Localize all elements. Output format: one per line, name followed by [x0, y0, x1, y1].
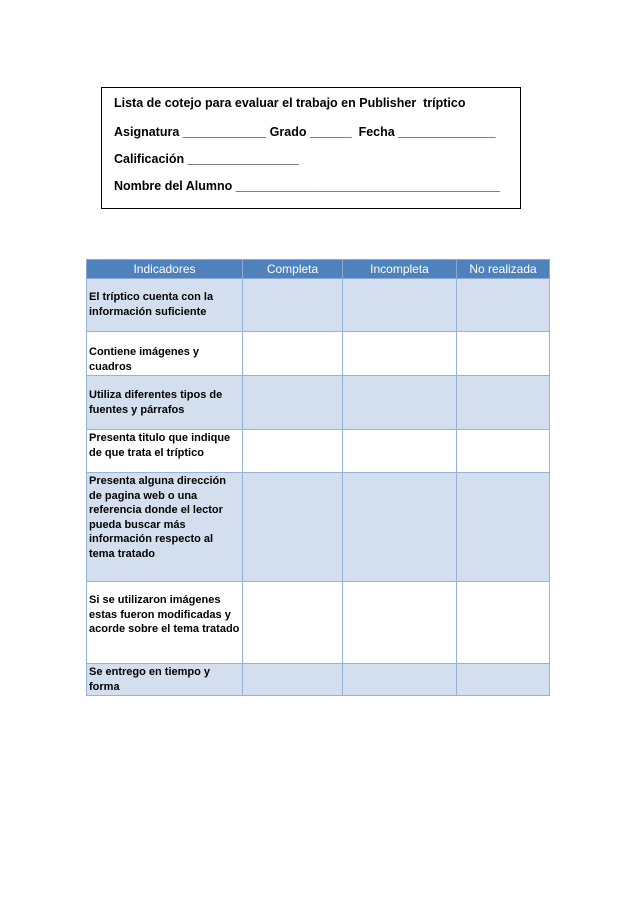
- incompleta-cell[interactable]: [343, 582, 457, 664]
- table-row: [87, 473, 550, 582]
- calificacion-line: Calificación ________________: [114, 152, 299, 166]
- no-realizada-cell[interactable]: [457, 376, 550, 430]
- table-row: [87, 332, 550, 376]
- indicator-cell: Contiene imágenes y cuadros: [87, 332, 243, 376]
- no-realizada-cell[interactable]: [457, 473, 550, 582]
- table-row: [87, 664, 550, 696]
- completa-cell[interactable]: [243, 664, 343, 696]
- column-header-no-realizada: No realizada: [457, 260, 550, 279]
- completa-cell[interactable]: [243, 332, 343, 376]
- completa-cell[interactable]: [243, 473, 343, 582]
- table-header-row: [87, 260, 550, 279]
- column-header-completa: Completa: [243, 260, 343, 279]
- completa-cell[interactable]: [243, 376, 343, 430]
- nombre-alumno-line: Nombre del Alumno ______________________________________: [114, 179, 500, 193]
- checklist-title: Lista de cotejo para evaluar el trabajo en Publisher tríptico: [114, 96, 466, 110]
- completa-cell[interactable]: [243, 279, 343, 332]
- no-realizada-cell[interactable]: [457, 332, 550, 376]
- checklist-table: [86, 259, 550, 696]
- no-realizada-cell[interactable]: [457, 279, 550, 332]
- indicator-cell: Presenta titulo que indique de que trata el tríptico: [87, 430, 243, 473]
- indicator-cell: Utiliza diferentes tipos de fuentes y párrafos: [87, 376, 243, 430]
- indicator-cell: Presenta alguna dirección de pagina web o una referencia donde el lector pueda buscar más información respecto al tema tratado: [87, 473, 243, 582]
- incompleta-cell[interactable]: [343, 332, 457, 376]
- table-row: [87, 279, 550, 332]
- completa-cell[interactable]: [243, 582, 343, 664]
- incompleta-cell[interactable]: [343, 279, 457, 332]
- incompleta-cell[interactable]: [343, 430, 457, 473]
- indicator-cell: Se entrego en tiempo y forma: [87, 664, 243, 696]
- completa-cell[interactable]: [243, 430, 343, 473]
- table-row: [87, 582, 550, 664]
- column-header-incompleta: Incompleta: [343, 260, 457, 279]
- incompleta-cell[interactable]: [343, 664, 457, 696]
- indicator-cell: Si se utilizaron imágenes estas fueron modificadas y acorde sobre el tema tratado: [87, 582, 243, 664]
- no-realizada-cell[interactable]: [457, 430, 550, 473]
- incompleta-cell[interactable]: [343, 376, 457, 430]
- indicator-cell: El tríptico cuenta con la información suficiente: [87, 279, 243, 332]
- no-realizada-cell[interactable]: [457, 664, 550, 696]
- asignatura-grado-fecha-line: Asignatura ____________ Grado ______ Fecha ______________: [114, 125, 496, 139]
- table-row: [87, 376, 550, 430]
- table-row: [87, 430, 550, 473]
- incompleta-cell[interactable]: [343, 473, 457, 582]
- column-header-indicadores: Indicadores: [87, 260, 243, 279]
- no-realizada-cell[interactable]: [457, 582, 550, 664]
- header-box: [101, 87, 521, 209]
